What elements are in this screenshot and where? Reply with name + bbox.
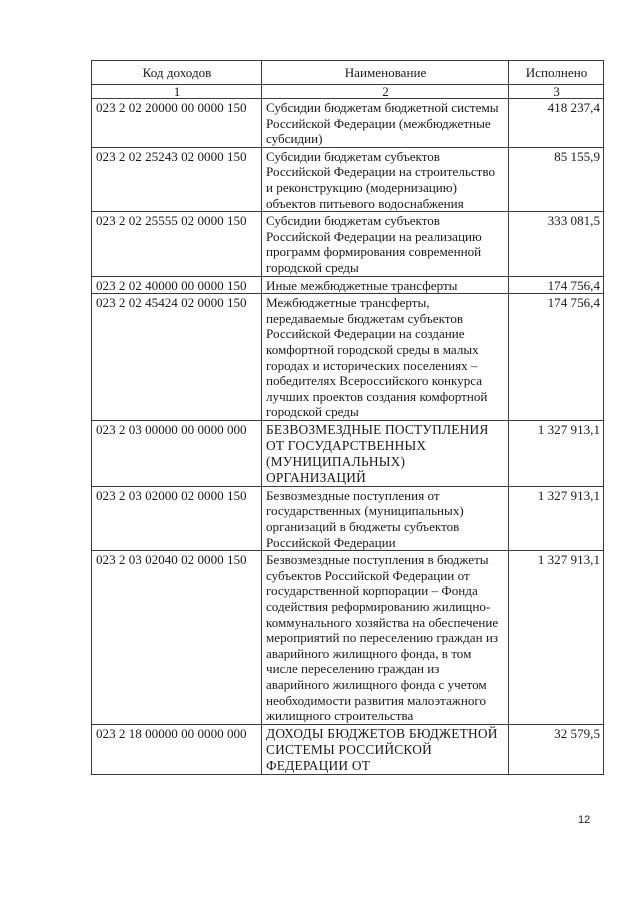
column-number: 3: [509, 85, 604, 99]
table-row: [92, 147, 604, 211]
executed-amount: 85 155,9: [509, 147, 604, 211]
table-row: [92, 724, 604, 774]
table-row: [92, 486, 604, 550]
revenue-name: Межбюджетные трансферты, передаваемые бюджетам субъектов Российской Федерации на создание комфортной городской среды в малых городах и исторических поселениях – победителях Всероссийского конкурса лучших проектов создания комфортной городской среды: [262, 294, 509, 421]
table-row: [92, 212, 604, 276]
column-number: 1: [92, 85, 262, 99]
executed-amount: 333 081,5: [509, 212, 604, 276]
revenue-name: Субсидии бюджетам субъектов Российской Федерации на строительство и реконструкцию (модернизацию) объектов питьевого водоснабжения: [262, 147, 509, 211]
executed-amount: 174 756,4: [509, 276, 604, 294]
executed-amount: 418 237,4: [509, 99, 604, 148]
table-header-row: [92, 61, 604, 85]
revenue-name: БЕЗВОЗМЕЗДНЫЕ ПОСТУПЛЕНИЯ ОТ ГОСУДАРСТВЕННЫХ (МУНИЦИПАЛЬНЫХ) ОРГАНИЗАЦИЙ: [262, 420, 509, 486]
revenue-table: [91, 60, 604, 775]
header-amount: Исполнено: [509, 61, 604, 85]
header-name: Наименование: [262, 61, 509, 85]
table-row: [92, 276, 604, 294]
revenue-code: 023 2 02 45424 02 0000 150: [92, 294, 262, 421]
revenue-name: Субсидии бюджетам субъектов Российской Федерации на реализацию программ формирования современной городской среды: [262, 212, 509, 276]
column-number-row: [92, 85, 604, 99]
table-row: [92, 551, 604, 725]
revenue-code: 023 2 02 40000 00 0000 150: [92, 276, 262, 294]
executed-amount: 32 579,5: [509, 724, 604, 774]
revenue-code: 023 2 03 02000 02 0000 150: [92, 486, 262, 550]
table-row: [92, 99, 604, 148]
revenue-name: ДОХОДЫ БЮДЖЕТОВ БЮДЖЕТНОЙ СИСТЕМЫ РОССИЙСКОЙ ФЕДЕРАЦИИ ОТ: [262, 724, 509, 774]
table-row: [92, 294, 604, 421]
table-row: [92, 420, 604, 486]
executed-amount: 1 327 913,1: [509, 551, 604, 725]
header-code: Код доходов: [92, 61, 262, 85]
revenue-name: Иные межбюджетные трансферты: [262, 276, 509, 294]
executed-amount: 174 756,4: [509, 294, 604, 421]
executed-amount: 1 327 913,1: [509, 486, 604, 550]
revenue-name: Безвозмездные поступления от государственных (муниципальных) организаций в бюджеты субъектов Российской Федерации: [262, 486, 509, 550]
revenue-code: 023 2 02 25555 02 0000 150: [92, 212, 262, 276]
revenue-code: 023 2 02 20000 00 0000 150: [92, 99, 262, 148]
revenue-code: 023 2 03 02040 02 0000 150: [92, 551, 262, 725]
revenue-code: 023 2 18 00000 00 0000 000: [92, 724, 262, 774]
page-number: 12: [578, 814, 591, 826]
executed-amount: 1 327 913,1: [509, 420, 604, 486]
column-number: 2: [262, 85, 509, 99]
revenue-name: Безвозмездные поступления в бюджеты субъектов Российской Федерации от государственной корпорации – Фонда содействия реформированию жилищно-коммунального хозяйства на обеспечение мероприятий по переселению граждан из аварийного жилищного фонда, в том числе переселению граждан из аварийного жилищного фонда с учетом необходимости развития малоэтажного жилищного строительства: [262, 551, 509, 725]
revenue-name: Субсидии бюджетам бюджетной системы Российской Федерации (межбюджетные субсидии): [262, 99, 509, 148]
revenue-code: 023 2 03 00000 00 0000 000: [92, 420, 262, 486]
revenue-code: 023 2 02 25243 02 0000 150: [92, 147, 262, 211]
